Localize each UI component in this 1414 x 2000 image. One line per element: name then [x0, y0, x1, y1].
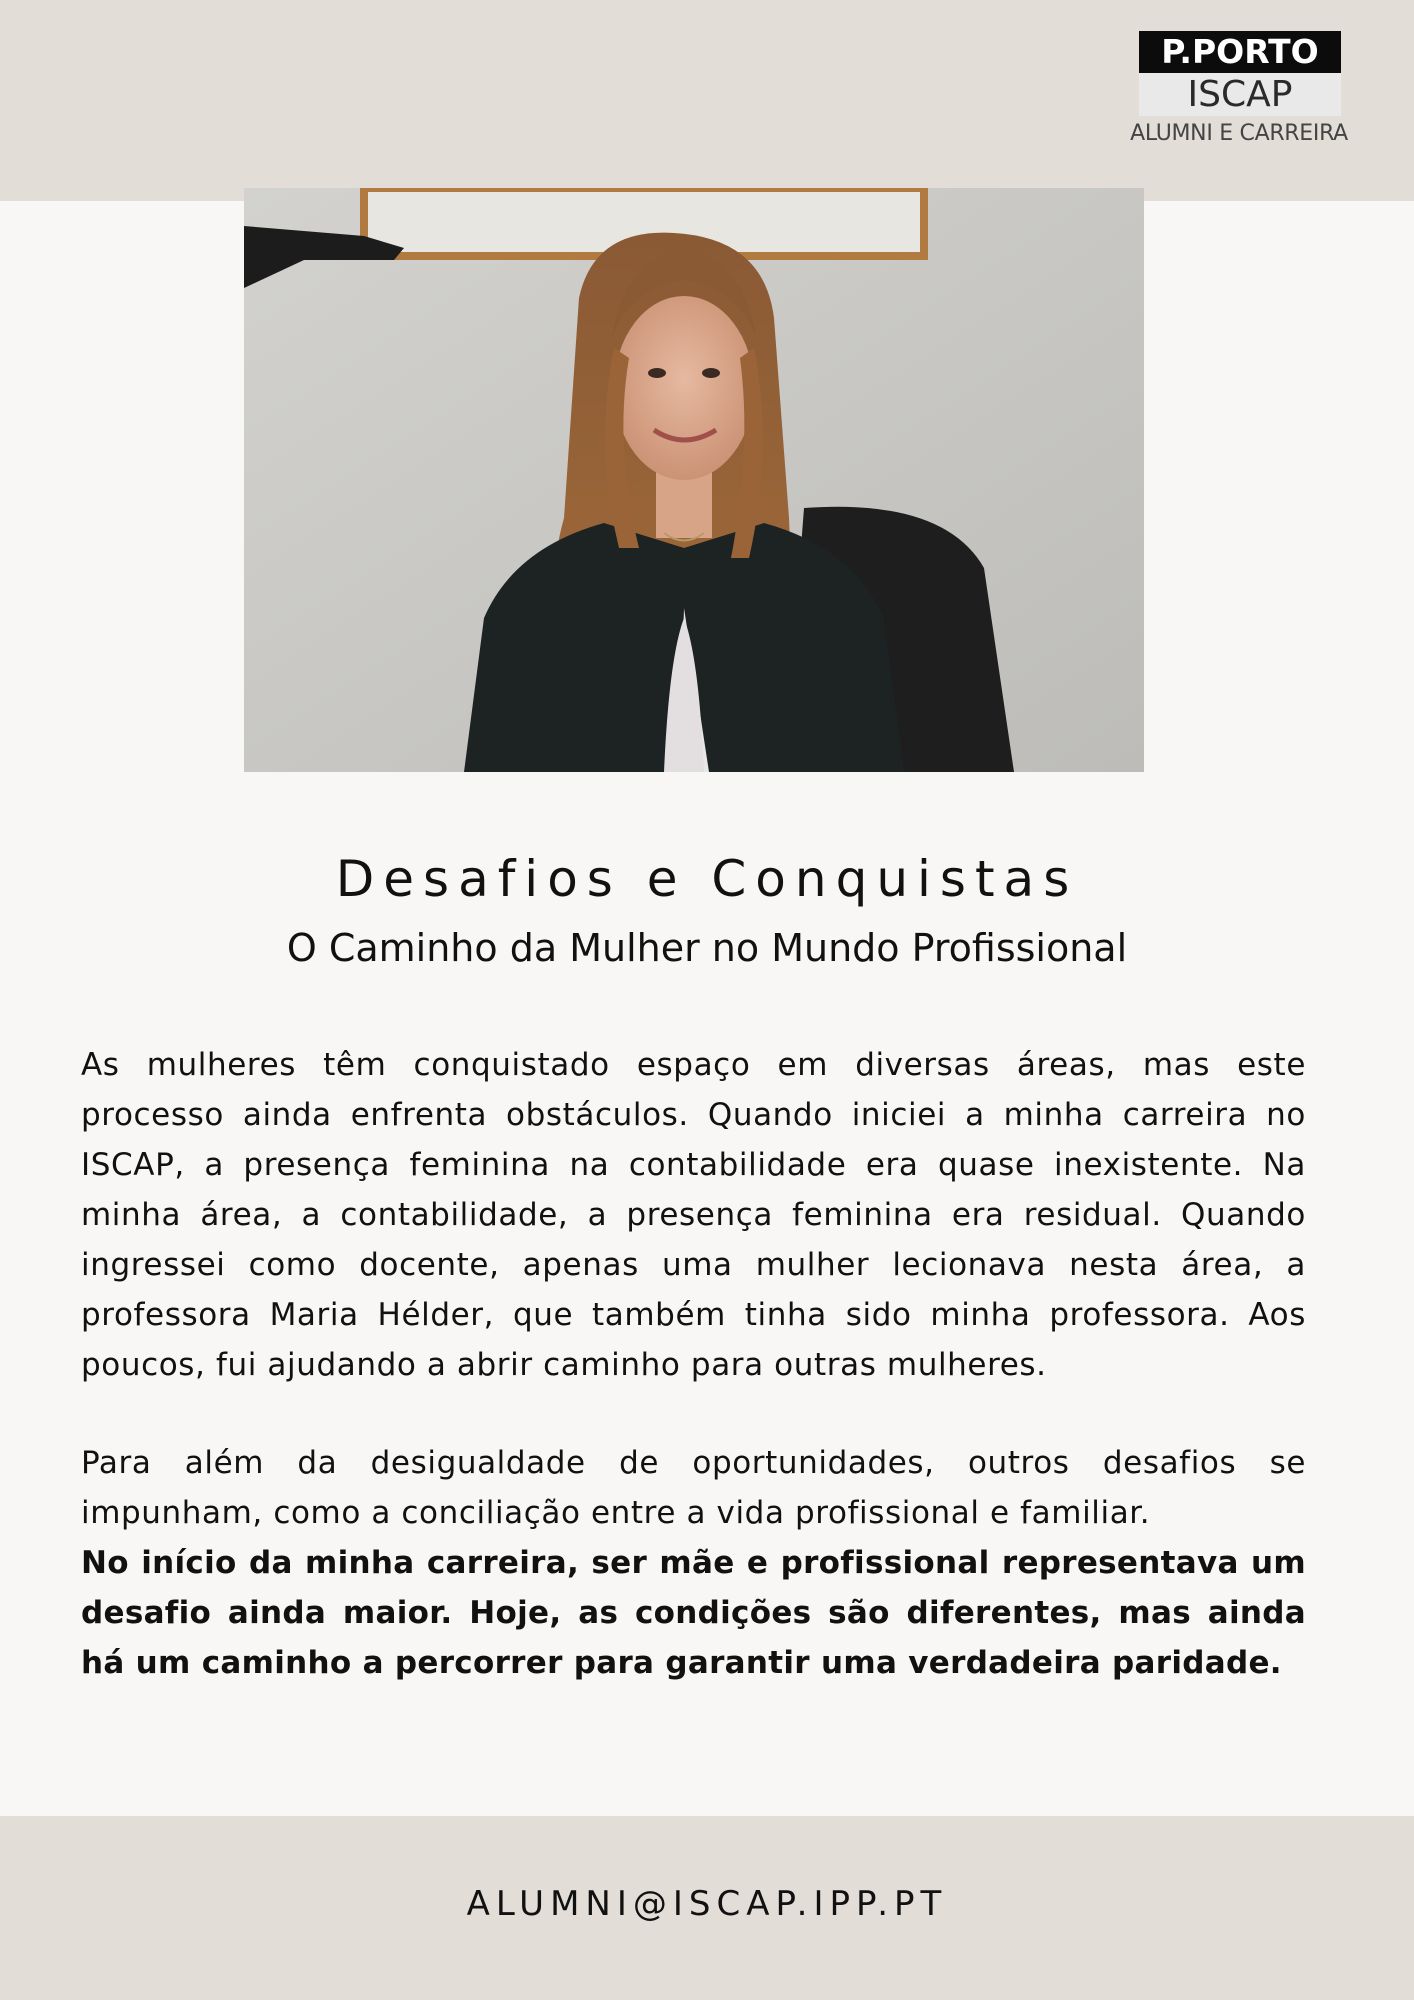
logo-pporto: P.PORTO [1139, 31, 1341, 73]
pporto-iscap-logo[interactable] [1122, 31, 1356, 151]
paragraph-2-bold: No início da minha carreira, ser mãe e profissional representava um desafio ainda maior. Hoje, as condições são diferentes, mas ainda há um caminho a percorrer para garantir uma verdadeira paridade. [81, 1545, 1306, 1681]
article-title: Desafios e Conquistas [335, 850, 1079, 908]
article-body [81, 1040, 1306, 1688]
contact-email-link[interactable]: ALUMNI@ISCAP.IPP.PT [466, 1884, 948, 1924]
logo-alumni-carreira: ALUMNI E CARREIRA [1130, 121, 1348, 146]
paragraph-1: As mulheres têm conquistado espaço em diversas áreas, mas este processo ainda enfrenta obstáculos. Quando iniciei a minha carreira no ISCAP, a presença feminina na contabilidade era quase inexistente. Na minha área, a contabilidade, a presença feminina era residual. Quando ingressei como docente, apenas uma mulher lecionava nesta área, a professora Maria Hélder, que também tinha sido minha professora. Aos poucos, fui ajudando a abrir caminho para outras mulheres. [81, 1047, 1306, 1383]
paragraph-2: Para além da desigualdade de oportunidades, outros desafios se impunham, como a conciliação entre a vida profissional e familiar. [81, 1445, 1306, 1531]
portrait-photo [244, 188, 1144, 772]
logo-iscap: ISCAP [1139, 73, 1341, 116]
article-subtitle: O Caminho da Mulher no Mundo Profissional [286, 926, 1128, 970]
